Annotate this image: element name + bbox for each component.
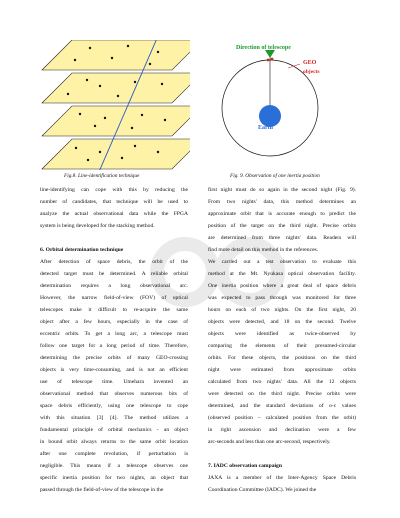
objects-label: objects [303, 69, 320, 75]
line-identification-diagram [40, 40, 190, 170]
right-column-line: From two nights' data, this method determines an [208, 199, 356, 205]
left-column-line: observational method that observes numerous bits of [40, 391, 188, 397]
left-column-line: telescopes make it difficult to re-acquire the same [40, 307, 188, 313]
left-column-line: analyze the actual observational data while the FPGA [40, 211, 188, 217]
left-text-column [40, 187, 188, 497]
right-column-line: orbits. For these objects, the positions on the third [208, 355, 356, 361]
figure-9-caption: Fig. 9. Observation of one inertia position [230, 173, 320, 179]
left-column-line: negligible. This means if a telescope observes one [40, 463, 188, 469]
left-column-line: after one complete revolution, if perturbation is [40, 451, 188, 457]
right-column-line: were detected on the third night. Precise orbits were [208, 391, 356, 397]
right-column-line: 7. IADC observation campaign [208, 463, 282, 469]
left-column-line: use of telescope time. Umehara invented an [40, 379, 188, 385]
left-column-line: 6. Orbital determination technique [40, 247, 124, 253]
right-column-line: comparing the elements of their presumed-circular [208, 343, 356, 349]
geo-object-dot-2 [271, 58, 274, 61]
earth-label: Earth [258, 125, 273, 131]
left-column-line: detected target must be determined. A reliable orbital [40, 271, 188, 277]
geo-label: GEO [303, 60, 317, 66]
telescope-fov-cone [265, 50, 275, 58]
earth-icon [259, 105, 281, 127]
figure-line-identification [40, 40, 190, 170]
right-column-line: find more detail on this method in the references. [208, 247, 319, 253]
right-column-line: JAXA is a member of the Inter-Agency Space Debris [208, 475, 356, 481]
right-column-line: (observed position – calculated position from the orbit) [208, 415, 356, 421]
right-column-line: hours on each of two nights. On the first night, 20 [208, 307, 356, 313]
left-column-line: objects is very time-consuming, and is not an efficient [40, 367, 188, 373]
geo-object-dot-1 [267, 59, 270, 62]
direction-of-telescope-label: Direction of telescope [236, 45, 291, 51]
left-column-line: fundamental principle of orbital mechanics - an object [40, 427, 188, 433]
left-column-line: in bound orbit always returns to the same orbit location [40, 439, 188, 445]
left-column-line: space debris efficiently, using one telescope to cope [40, 403, 188, 409]
left-column-line: determining the precise orbits of many GEO-crossing [40, 355, 188, 361]
plane-1 [42, 40, 190, 70]
right-column-line: night were estimated from approximate orbits [208, 367, 356, 373]
plane-4 [42, 139, 190, 169]
left-column-line: However, the narrow field-of-view (FOV) of optical [40, 295, 188, 301]
inertia-position-diagram [218, 38, 358, 168]
left-column-line: line-identifying can cope with this by reducing the [40, 187, 188, 193]
right-column-line: are determined from three nights' data. Readers will [208, 235, 356, 241]
right-column-line: One inertia position where a great deal of space debris [208, 283, 356, 289]
left-column-line: After detection of space debris, the orbit of the [40, 259, 188, 265]
figure-8-caption: Fig.8. Line-identification technique [64, 173, 140, 179]
right-column-line: Coordination Committee (IADC). We joined the [208, 487, 317, 493]
right-column-line: objects were identified as twice-observed by [208, 331, 356, 337]
right-column-line: first night must do so again in the second night (Fig. 9). [208, 187, 356, 193]
left-column-line: specific inertia position for two nights, an object that [40, 475, 188, 481]
left-column-line: with this situation [3] [4]. The method utilizes a [40, 415, 188, 421]
right-column-line: method at the Mt. Nyukasa optical observation facility. [208, 271, 356, 277]
right-column-line: was expected to pass through was monitored for three [208, 295, 356, 301]
left-column-line: number of candidates, that technique will be used to [40, 199, 188, 205]
right-column-line: determined, and the standard deviations of o-c values [208, 403, 356, 409]
left-column-line: system is being developed for the stacking method. [40, 223, 155, 229]
right-column-line: We carried out a test observation to evaluate this [208, 259, 356, 265]
right-column-line: in right ascension and declination were a few [208, 427, 356, 433]
right-column-line: position of the target on the third night. Precise orbits [208, 223, 356, 229]
right-column-line: objects were detected, and 18 on the second. Twelve [208, 319, 356, 325]
left-column-line: determination requires a long observational arc. [40, 283, 188, 289]
left-column-line: follow one target for a long period of time. Therefore, [40, 343, 188, 349]
plane-2 [42, 73, 190, 103]
right-column-line: arc-seconds and less than one arc-second, respectively. [208, 439, 331, 445]
right-column-line: approximate orbit that is accurate enough to predict the [208, 211, 356, 217]
left-column-line: object after a few hours, especially in the case of [40, 319, 188, 325]
left-column-line: passed through the field-of-view of the telescope in the [40, 487, 164, 493]
right-text-column [208, 187, 356, 497]
left-column-line: eccentric orbits. To get a long arc, a telescope must [40, 331, 188, 337]
right-column-line: calculated from two nights' data. All the 12 objects [208, 379, 356, 385]
figure-inertia-position [218, 38, 358, 168]
